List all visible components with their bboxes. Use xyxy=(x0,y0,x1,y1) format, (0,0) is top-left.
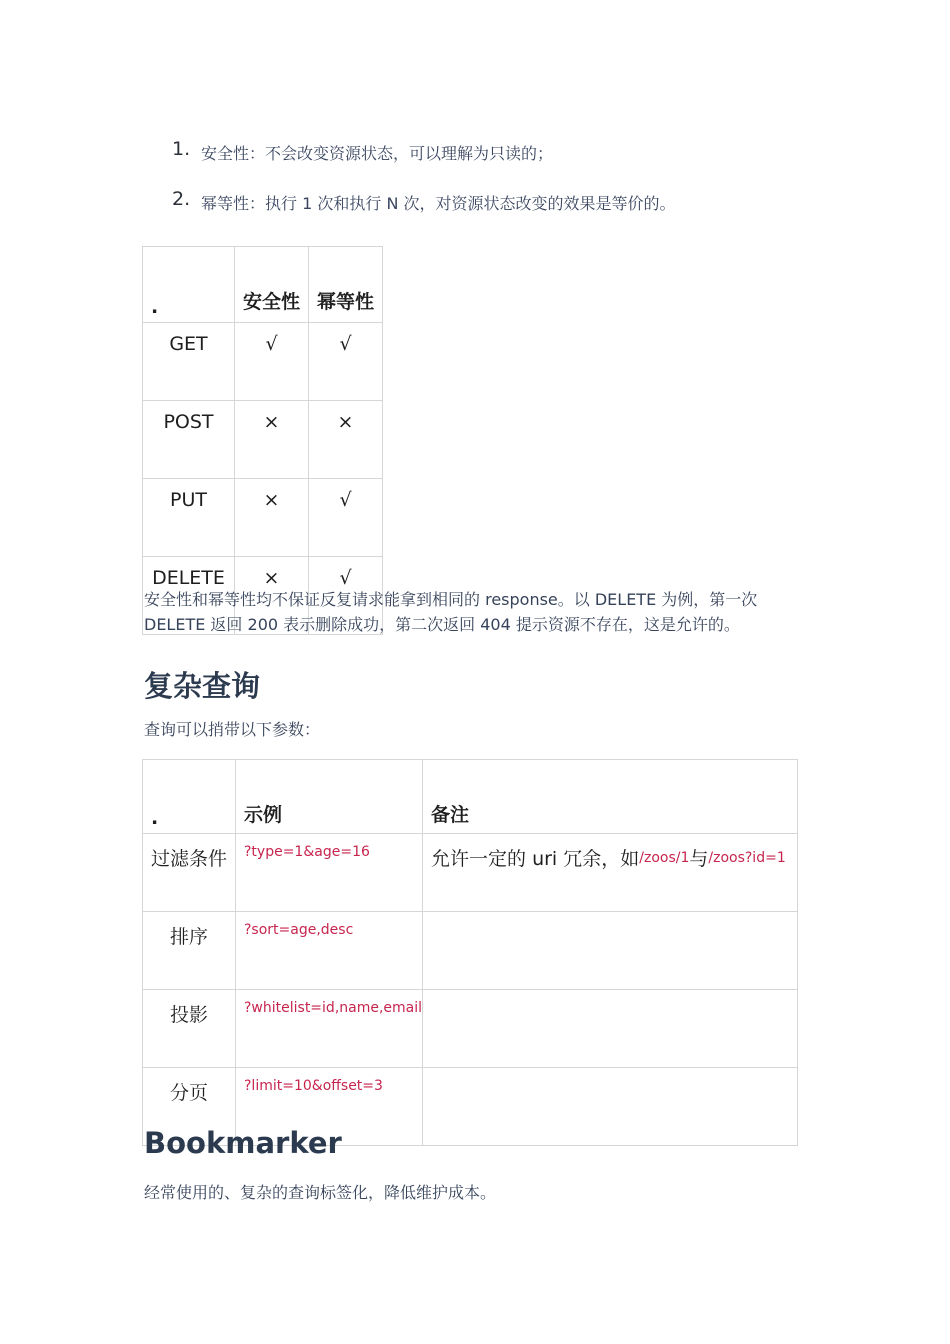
list-number: 2. xyxy=(172,188,191,210)
inline-code: /zoos?id=1 xyxy=(708,850,786,866)
param-note-cell xyxy=(423,1068,798,1146)
param-note-cell xyxy=(423,990,798,1068)
safe-cell: √ xyxy=(235,323,309,401)
complex-query-intro: 查询可以捎带以下参数： xyxy=(144,720,321,739)
note-line: 安全性和幂等性均不保证反复请求能拿到相同的 response。以 DELETE 为例，第一次 xyxy=(144,590,758,609)
safe-cell: × xyxy=(235,479,309,557)
idempotent-cell: √ xyxy=(309,557,383,635)
safe-cell: × xyxy=(235,557,309,635)
param-name-cell: 分页 xyxy=(143,1068,236,1146)
list-item-idempotence: 幂等性：执行 1 次和执行 N 次，对资源状态改变的效果是等价的。 xyxy=(201,194,676,213)
method-cell: GET xyxy=(143,323,235,401)
table-row xyxy=(143,834,798,912)
method-cell: POST xyxy=(143,401,235,479)
idempotent-cell: √ xyxy=(309,479,383,557)
table-header-cell: 幂等性 xyxy=(309,247,383,323)
param-example-cell: ?type=1&age=16 xyxy=(236,834,423,912)
query-params-table xyxy=(142,759,798,1146)
note-text: 与 xyxy=(689,848,709,870)
param-example-cell: ?whitelist=id,name,email xyxy=(236,990,423,1068)
bookmarker-text: 经常使用的、复杂的查询标签化，降低维护成本。 xyxy=(144,1183,497,1202)
method-properties-table xyxy=(142,246,383,635)
table-row xyxy=(143,323,383,401)
safe-cell: × xyxy=(235,401,309,479)
param-name-cell: 过滤条件 xyxy=(143,834,236,912)
method-cell: DELETE xyxy=(143,557,235,635)
table-header-cell: 安全性 xyxy=(235,247,309,323)
param-note-cell xyxy=(423,834,798,912)
param-name-cell: 投影 xyxy=(143,990,236,1068)
section-heading-bookmarker: Bookmarker xyxy=(144,1126,342,1160)
param-name-cell: 排序 xyxy=(143,912,236,990)
idempotent-cell: √ xyxy=(309,323,383,401)
table-header-cell: . xyxy=(143,247,235,323)
method-cell: PUT xyxy=(143,479,235,557)
table-row xyxy=(143,912,798,990)
note-text: 允许一定的 uri 冗余，如 xyxy=(431,848,640,870)
param-example-cell: ?limit=10&offset=3 xyxy=(236,1068,423,1146)
list-item-safety: 安全性：不会改变资源状态，可以理解为只读的； xyxy=(201,144,554,163)
table-row xyxy=(143,479,383,557)
table-header-row xyxy=(143,760,798,834)
section-heading-complex-query: 复杂查询 xyxy=(144,669,261,703)
inline-code: /zoos/1 xyxy=(639,850,690,866)
table-header-cell: 备注 xyxy=(423,760,798,834)
table-row xyxy=(143,401,383,479)
param-note-cell xyxy=(423,912,798,990)
idempotent-cell: × xyxy=(309,401,383,479)
param-example-cell: ?sort=age,desc xyxy=(236,912,423,990)
note-paragraph xyxy=(144,587,757,637)
note-line: DELETE 返回 200 表示删除成功，第二次返回 404 提示资源不存在，这是允许的。 xyxy=(144,615,740,634)
table-header-cell: 示例 xyxy=(236,760,423,834)
table-row xyxy=(143,990,798,1068)
list-number: 1. xyxy=(172,138,191,160)
table-header-row xyxy=(143,247,383,323)
table-header-cell: . xyxy=(143,760,236,834)
